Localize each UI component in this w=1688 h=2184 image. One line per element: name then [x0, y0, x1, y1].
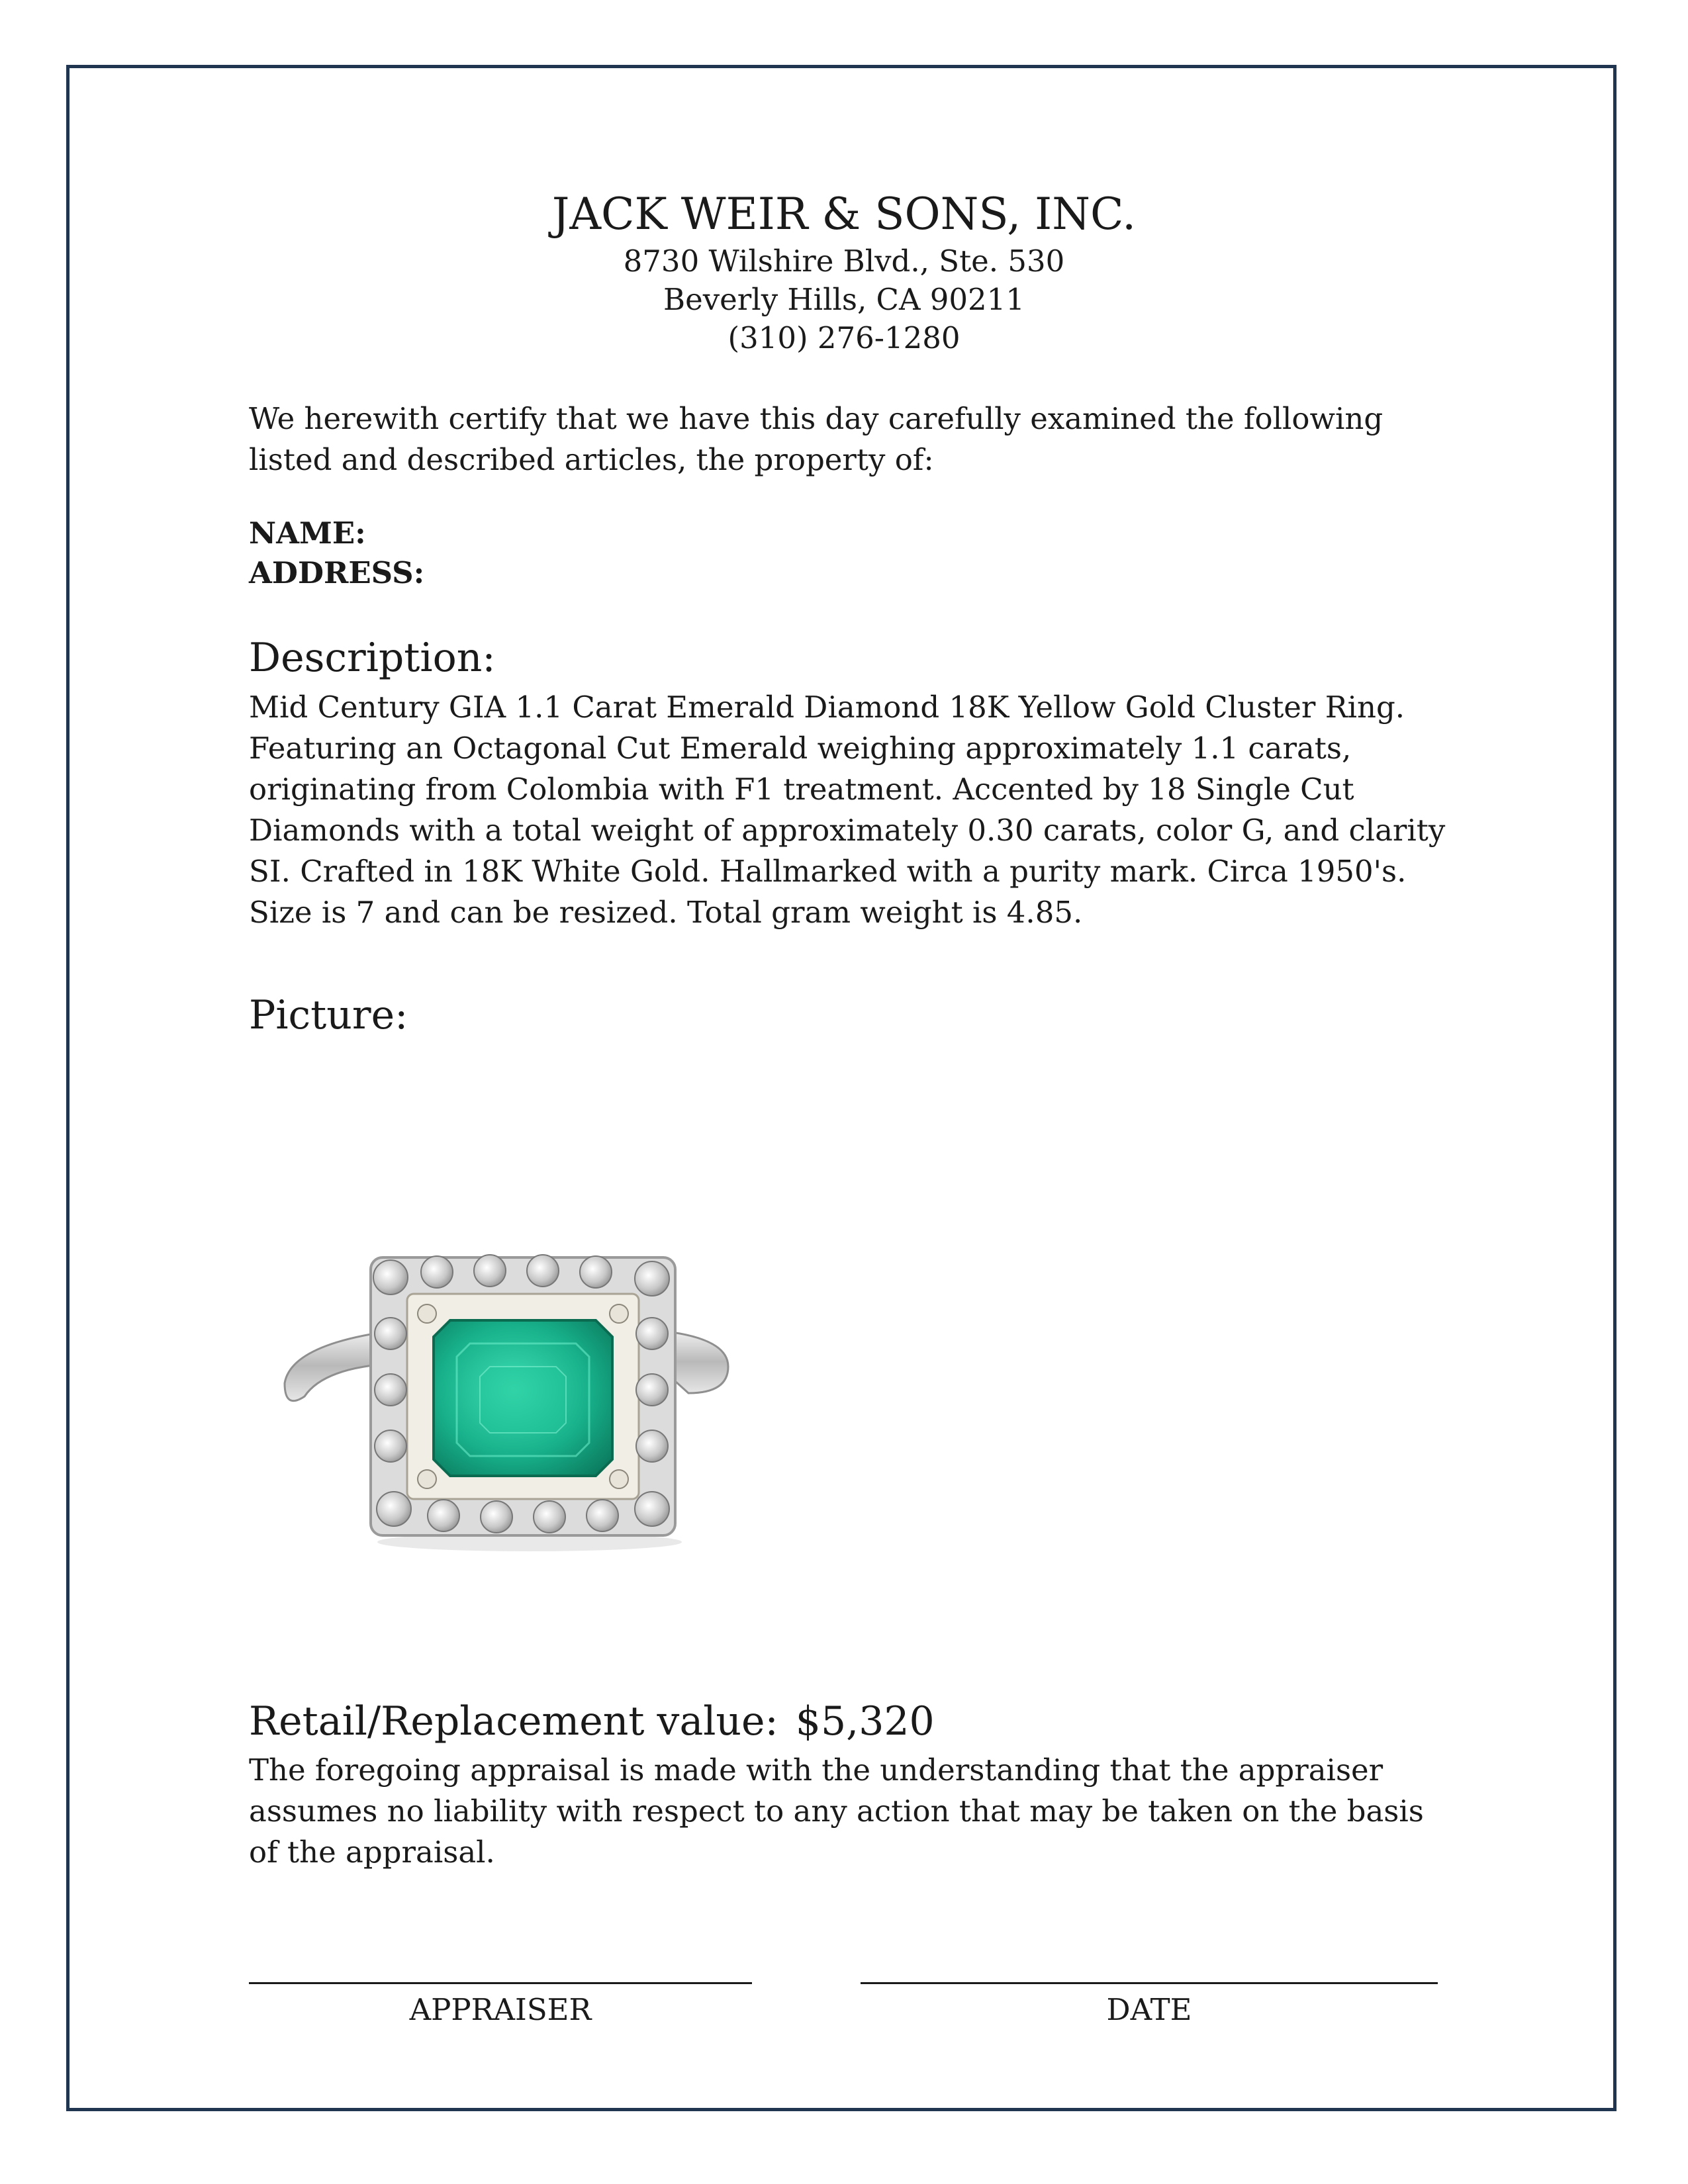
- diamond-icon: [527, 1255, 559, 1287]
- diamond-icon: [534, 1501, 565, 1533]
- diamond-icon: [375, 1374, 406, 1406]
- letterhead: [0, 187, 1688, 357]
- disclaimer-text: The foregoing appraisal is made with the understanding that the appraiser assumes no liability with respect to any action that may be taken on the basis of the appraisal.: [249, 1752, 1424, 1870]
- company-address-line1: 8730 Wilshire Blvd., Ste. 530: [623, 244, 1065, 279]
- company-phone: (310) 276-1280: [727, 320, 961, 355]
- diamond-icon: [373, 1260, 408, 1295]
- diamond-icon: [428, 1500, 459, 1531]
- diamond-icon: [474, 1255, 506, 1287]
- diamond-icon: [635, 1261, 669, 1296]
- value-label: Retail/Replacement value:: [249, 1698, 778, 1745]
- date-label: DATE: [1106, 1992, 1192, 2027]
- name-label: NAME:: [249, 516, 366, 551]
- date-signature-line: [861, 1982, 1438, 1984]
- appraiser-signature-line: [249, 1982, 752, 1984]
- diamond-icon: [636, 1374, 668, 1406]
- diamond-icon: [636, 1318, 668, 1349]
- ring-photo: [265, 1231, 755, 1575]
- value-amount: $5,320: [795, 1698, 935, 1745]
- diamond-icon: [377, 1492, 411, 1526]
- owner-fields: [249, 514, 424, 593]
- description-heading: Description:: [249, 635, 496, 681]
- company-name: JACK WEIR & SONS, INC.: [551, 189, 1137, 240]
- diamond-icon: [375, 1318, 406, 1349]
- description-text: Mid Century GIA 1.1 Carat Emerald Diamond 18K Yellow Gold Cluster Ring. Featuring an Octagonal Cut Emerald weighing approximately 1.1 carats, originating from Colombia with F1 treatment. Accented by 18 Single Cut Diamonds with a total weight of approximately 0.30 carats, color G, and clarity SI. Crafted in 18K White Gold. Hallmarked with a purity mark. Circa 1950's. Size is 7 and can be resized. Total gram weight is 4.85.: [249, 690, 1446, 930]
- diamond-icon: [375, 1430, 406, 1462]
- picture-heading: Picture:: [249, 992, 408, 1038]
- diamond-icon: [636, 1430, 668, 1462]
- emerald-table: [480, 1367, 566, 1433]
- diamond-icon: [421, 1256, 453, 1288]
- diamond-icon: [481, 1501, 512, 1533]
- appraiser-label: APPRAISER: [409, 1992, 592, 2027]
- address-label: ADDRESS:: [249, 555, 425, 590]
- diamond-icon: [586, 1500, 618, 1531]
- diamond-icon: [635, 1492, 669, 1526]
- value-line: [249, 1698, 935, 1745]
- company-address-line2: Beverly Hills, CA 90211: [663, 282, 1025, 317]
- diamond-icon: [580, 1256, 612, 1288]
- certification-statement: We herewith certify that we have this day carefully examined the following listed and described articles, the property of:: [249, 401, 1383, 477]
- ring-illustration: [265, 1231, 755, 1575]
